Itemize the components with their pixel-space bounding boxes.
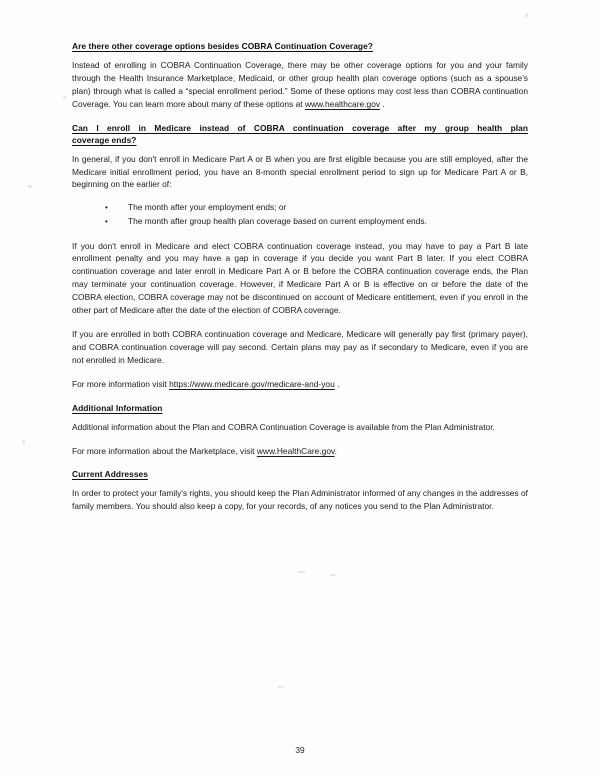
paragraph-marketplace-info <box>72 445 528 458</box>
list-item <box>72 201 528 215</box>
heading-current-addresses: Current Addresses <box>72 469 148 480</box>
paragraph-medicare-intro: In general, if you don't enroll in Medicare Part A or B when you are first eligible because you are still employed, after the Medicare initial enrollment period, you have an 8-month special enrollment period to sign up for Medicare Part A or B, beginning on the earlier of: <box>72 153 528 190</box>
heading-additional-information: Additional Information <box>72 402 163 413</box>
healthcare-gov-marketplace-link[interactable]: www.HealthCare.gov <box>256 445 335 456</box>
scan-artifact <box>297 571 306 573</box>
list-item-label: The month after group health plan coverage based on current employment ends. <box>128 215 427 226</box>
heading-line-1: Can I enroll in Medicare instead of COBRA continuation coverage after my group health plan <box>72 122 528 133</box>
paragraph-additional-information: Additional information about the Plan and COBRA Continuation Coverage is available from the Plan Administrator. <box>72 421 495 432</box>
paragraph-medicare-coordination: If you are enrolled in both COBRA continuation coverage and Medicare, Medicare will generally pay first (primary payer), and COBRA continuation coverage will pay second. Certain plans may pay as if secondary to Medicare, even if you are not enrolled in Medicare. <box>72 328 528 365</box>
scan-artifact <box>277 686 284 688</box>
heading-medicare-instead-of-cobra <box>72 122 528 146</box>
paragraph-text: For more information about the Marketplace, visit <box>72 445 257 456</box>
page-number: 39 <box>295 745 305 755</box>
paragraph-current-addresses: In order to protect your family's rights, you should keep the Plan Administrator informed of any changes in the addresses of family members. You should also keep a copy, for your records, of any notices you send to the Plan Administrator. <box>72 488 528 512</box>
paragraph-medicare-penalty: If you don't enroll in Medicare and elect COBRA continuation coverage instead, you may have to pay a Part B late enrollment penalty and you may have a gap in coverage if you decide you want Part B later. If you elect COBRA continuation coverage and later enroll in Medicare Part A or B before the COBRA continuation coverage ends, the Plan may terminate your continuation coverage. However, if Medicare Part A or B is effective on or before the date of the COBRA election, COBRA coverage may not be discontinued on account of Medicare entitlement, even if you enroll in the other part of Medicare after the date of the election of COBRA coverage. <box>72 240 528 316</box>
paragraph-text: Instead of enrolling in COBRA Continuation Coverage, there may be other coverage options for you and your family through the Health Insurance Marketplace, Medicaid, or other group health plan coverage options (such as a spouse's plan) through what is called a “special enrollment period.” Some of these options may cost less than COBRA continuation Coverage. You can learn more about many of these options at <box>72 60 528 109</box>
list-item <box>72 215 528 229</box>
bullet-icon: • <box>105 216 108 226</box>
list-item-label: The month after your employment ends; or <box>128 202 287 213</box>
medicare-enrollment-bullets <box>72 201 528 228</box>
scan-artifact <box>28 185 32 188</box>
paragraph-trailing-punctuation: . <box>334 445 337 456</box>
paragraph-trailing-punctuation: . <box>380 98 385 109</box>
paragraph-medicare-more-info <box>72 378 528 391</box>
scan-artifact <box>22 440 25 444</box>
scan-artifact <box>330 574 336 576</box>
bullet-icon: • <box>105 203 108 213</box>
scan-artifact <box>63 96 66 99</box>
paragraph-other-coverage-options <box>72 59 528 111</box>
healthcare-gov-link[interactable]: www.healthcare.gov <box>304 98 381 109</box>
document-body <box>72 40 528 524</box>
paragraph-trailing-punctuation: . <box>334 378 340 389</box>
heading-line-2: coverage ends? <box>72 134 137 145</box>
paragraph-text: For more information visit <box>72 378 170 389</box>
medicare-gov-link[interactable]: https://www.medicare.gov/medicare-and-you <box>169 378 335 389</box>
scan-artifact <box>525 13 528 18</box>
heading-other-coverage-options: Are there other coverage options besides COBRA Continuation Coverage? <box>72 41 373 51</box>
